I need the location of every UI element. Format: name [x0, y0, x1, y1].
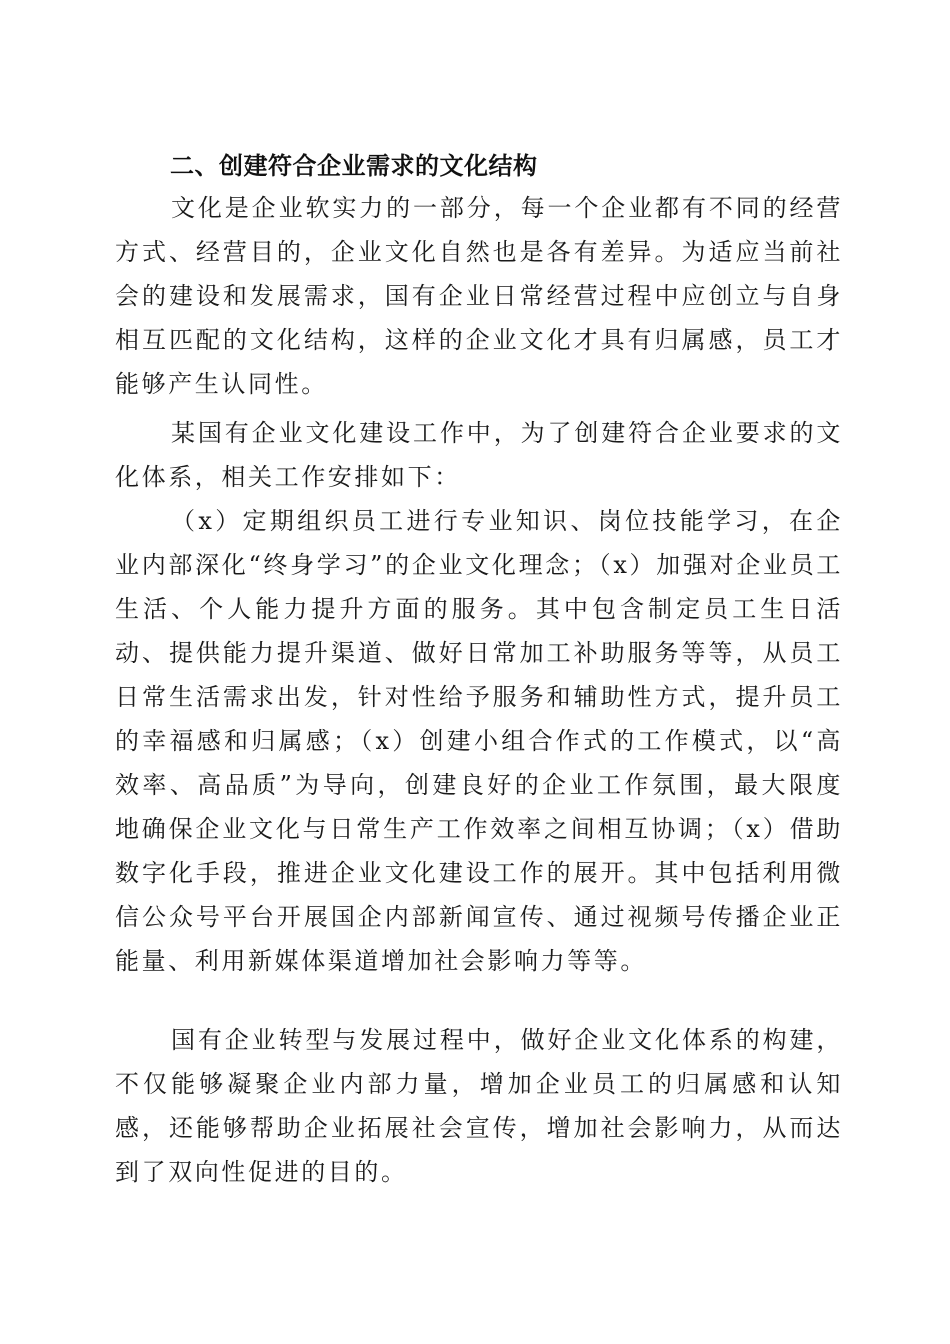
paragraph-measures: （x）定期组织员工进行专业知识、岗位技能学习，在企业内部深化“终身学习”的企业文化理念；（x）加强对企业员工生活、个人能力提升方面的服务。其中包含制定员工生日活动、提供能力提升渠道、做好日常加工补助服务等等，从员工日常生活需求出发，针对性给予服务和辅助性方式，提升员工的幸福感和归属感；（x）创建小组合作式的工作模式，以“高效率、高品质”为导向，创建良好的企业工作氛围，最大限度地确保企业文化与日常生产工作效率之间相互协调；（x）借助数字化手段，推进企业文化建设工作的展开。其中包括利用微信公众号平台开展国企内部新闻宣传、通过视频号传播企业正能量、利用新媒体渠道增加社会影响力等等。 [115, 507, 843, 975]
paragraph-culture-intro: 文化是企业软实力的一部分，每一个企业都有不同的经营方式、经营目的，企业文化自然也是各有差异。为适应当前社会的建设和发展需求，国有企业日常经营过程中应创立与自身相互匹配的文化结构，这样的企业文化才具有归属感，员工才能够产生认同性。 [115, 194, 843, 398]
paragraph-conclusion: 国有企业转型与发展过程中，做好企业文化体系的构建，不仅能够凝聚企业内部力量，增加企业员工的归属感和认知感，还能够帮助企业拓展社会宣传，增加社会影响力，从而达到了双向性促进的目的。 [115, 1026, 843, 1186]
paragraph-work-arrangement: 某国有企业文化建设工作中，为了创建符合企业要求的文化体系，相关工作安排如下： [115, 419, 843, 491]
section-heading: 二、创建符合企业需求的文化结构 [170, 152, 538, 180]
